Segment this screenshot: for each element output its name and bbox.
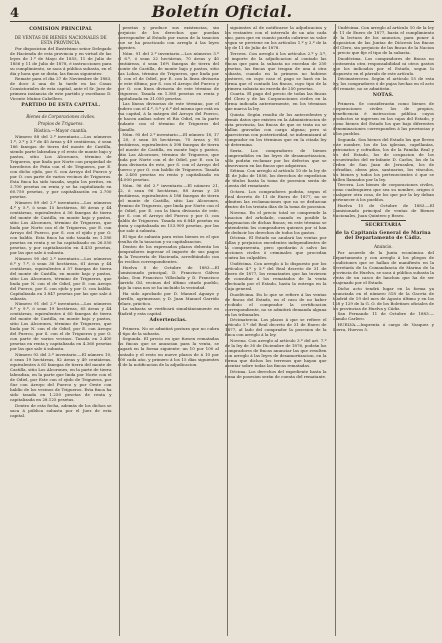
paragraph: Décima. El Estado no anulará las ventas por fallas y perjuicios excedentes independientes de la compraventa, pero quedarán á salvo las acciones civiles ó criminales que procedan contra los culpables. (225, 235, 327, 261)
paragraph: El tipo de subasta para estos bienes es el que resulta de la tasacion y su capitalizacion. (117, 233, 219, 244)
paragraph: Por disposicion del Ilustrísimo señor Delegado de Hacienda de esta provincia y en virtud de las leyes de 1.º de Mayo de 1855, 11 de Julio de 1856 y 11 de Julio de 1878, é instrucciones para su cumplimiento, se saca á pública subasta, en el dia y hora que se dirán, las fincas siguientes: (10, 45, 112, 76)
paragraph: Undécima. Con arreglo á lo dispuesto por los artículos 4.º y 5.º del Real decreto de 31 de Enero de 1877, los rematantes que las tuviesen de consultar á los rematados de la venta efectuada por el Estado, hasta la entrega en la Caja general. (225, 261, 327, 292)
paragraph: Primera. No se admitirá postura que no cubra el tipo de la subasta. (117, 325, 219, 336)
paragraph: Huelva 15 de Octubre de 1883.—El Comisionado principal de ventas de Bienes Nacionales, Juan Quintero y Bravo. (332, 203, 434, 219)
paragraph: Primera. Se considerarán como bienes de corporaciones civiles los de propios, beneficencia é instruccion pública cuyos productos se ingresen en las cajas del Estado, y como bienes del Estado los que bajo diferentes denominaciones corresponden á las provincias y á los pueblos. (332, 100, 434, 137)
column-divider (335, 24, 336, 636)
paper-title: Boletín Oficial. (151, 2, 293, 21)
paragraph: Décimatercia. Los plazos á que se refiere el artículo 1.º del Real decreto de 31 de Enero de 1877, al lado del comprador la posesion de la finca con arreglo á la ley. (225, 317, 327, 338)
section-heading: Advertencias. (149, 318, 187, 324)
paragraph: Número 92 del 2.º inventario.—El número 10, ó sean 19 hectáreas, 82 áreas y 49 centiáreas, equivalentes á 61 fanegas de tierra del monte de Castilla, sitio Los Alcorones, en la parte de tierra labradiza, en la parte que linda por Norte con el de Odiel, por Este con el ejido de Trigueros, por Sur con Arroyo del Puerco y por Oeste con baldío de los vecinos de Trigueros. Esta finca ha sido tasada en 1.250 pesetas de renta y capitalizada en 28.125 pesetas. (10, 352, 112, 403)
column-divider (119, 24, 120, 636)
paragraph: Tercera. Los bienes de corporaciones civiles, como cualesquiera que sea su nombre, origen ó cualquier otra cosa, de los que por la ley deban pertenecer á los pueblos. (332, 182, 434, 203)
section-heading: de la Capitanía General de Marina del Departamento de Cádiz. (335, 230, 431, 242)
paragraph: Dicho acto tendrá lugar en la forma ya anunciada en el número 518 de la Gaceta de Madrid de 19 del mes de Agosto último y en los 128 y 129 de la G. O. de los Boletines oficiales de las provincias de Huelva y Cádiz. (332, 285, 434, 311)
paragraph: Dentro de los expresados plazos deberán los compradores ingresar el importe de sus pagos en la Tesorería de Hacienda, acreditándolo con los recibos correspondientes. (117, 244, 219, 265)
paragraph: Dentro de esta fecha, además de los dichos se saca á pública subasta por el Juez de esta capital. (10, 402, 112, 418)
paragraph: Sexta. Los compradores de bienes comprendidos en las leyes de desamortizacion, sólo podrán reclamar por los defectos que se observasen en las fincas que adquieran. (225, 147, 327, 168)
paragraph: Remate para el dia 27 de Noviembre de 1883, de doce á una de la tarde en las Casas Consistoriales de esta capital, ante el Sr. Juez de primera instancia de este partido y escribano D. Vicente Muñoz Cabellero. (10, 76, 112, 102)
column-divider (227, 24, 228, 636)
paragraph: Las líneas divisorias de este término, por el lindero con el 4.º, 5.º y 6.º del mismo que está en esa capital, á la márgen del Arroyo del Puerco, se hacen ambas sobre el Rio Odiel, en la parte lindante con el término de Trigueros del Alamillo. (117, 101, 219, 132)
paragraph: Octava. Los compradores podrán, segun el Real decreto de 11 de Enero de 1877, no se admiten las reclamaciones que no se deduzcan dentro de los treinta días de la toma de posesion. (225, 189, 327, 210)
paragraph: Cuarta. El pago del precio de todas las fincas del Clero y de las Corporaciones civiles en la forma indicada anteriormente, en los términos que marca la ley. (225, 91, 327, 112)
paragraph: Duodécima. En lo que se refiere á las ventas de fincas del Estado, en el caso de no haber recibido el comprador la certificacion correspondiente, no se admitirá demanda alguna en los tribunales. (225, 291, 327, 317)
paragraph: Segunda. El precio en que fuesen rematadas las fincas que se anuncian para la venta, se pagará en la forma siguiente: un 10 por 100 al contado y el resto en nueve plazos de á 10 por 100 cada año, y primero á los 15 días siguientes al de la notificacion de la adjudicacion. (117, 336, 219, 367)
section-rule (361, 220, 407, 221)
paragraph: HUELVA.—Imprenta á cargo de Vasquez y Sierra, Huevos 5. (332, 321, 434, 332)
paragraph: Décimatercera. Según el artículo 15 de esta ley, los compradores ó de pujas hechas en el acto del remate, no se admitirán. (332, 76, 434, 92)
section-heading: Bienes de Corporaciones civiles. (26, 113, 96, 119)
column-4 (333, 25, 435, 643)
paragraph: Tercera. Con arreglo á los artículos 2.º y 3.º, el importe de la adjudicacion al contado las fincas que para la subasta no excedan de 250 pesetas, las fincas que tengan de una á otra subasta, cuando en la primera no hubiese postores, en cuyo caso el pago se hará en la forma que el contado las fincas, cuyo tipo de la primera subasta no exceda de 250 pesetas. (225, 50, 327, 91)
page-number: 4 (10, 6, 20, 21)
paragraph: siguientes al de notificarse la adjudicacion y los restantes con el intervalo de un año cada uno, para que en cuanto pueda cubrirse su valor segun se previene en los artículos 1.º y 2.º de la ley de 11 de Julio de 1878. (225, 25, 327, 51)
section-heading: Propios de Trigueros. (37, 121, 84, 126)
section-rule (38, 111, 84, 112)
paragraph: Quinta. Según resulta de los antecedentes y demás datos que existen en la Administracion de esta provincia, las fincas de que se trata no se hallan gravadas con carga alguna; pero si aparecieran con posterioridad, se indemnizará al comprador en los términos que en la citada ley se determina. (225, 112, 327, 148)
paragraph: Huelva 8 de Octubre de 1883.—El Comisionado principal, D. Francisco Gálvez Salas, Don Francisco Villoslada y D. Francisco Garrido Gil, vecinos del último citado pueblo, bajo la casa nos se ha incluido la vecindad. (117, 264, 219, 290)
paragraph: Ha sido aprobado por D. Manuel Aguayo y Carrillo, agrimensor, y D. Juan Manuel Garrido Pelaez, práctico. (117, 290, 219, 306)
paragraph: Núm. 91 del 2.º inventario.—Los números 3.º al 6.º, ó sean 22 hectáreas, 70 áreas y 40 centiáreas, ó sean 16½ fanegas de tierra del monte de Castilla, de monte bajo y pastos, sitio Las Lobas, término de Trigueros, que linda por N. con el de Odiel, por E. con la línea divisoria de este último, por S. con el Arroyo del Puerco y por O. con línea divisoria de este término de Trigueros. Tasada en 1.380 pesetas en renta y capitalizada en 31.050 pesetas. (117, 50, 219, 101)
section-heading: Rústica.—Mayor cuantía. (34, 128, 88, 134)
paragraph: pesetas y produce sus existencias, sin perjuicio de los derechos que puedan corresponder al Estado por razon de la tasacion que se ha practicado con arreglo á las leyes vigentes. (117, 25, 219, 51)
paragraph: Núm. 96 del 2.º inventario.—El número 21, 22, ó sean 96 hectáreas, 88 áreas y 28 centiáreas, equivalentes á 186 fanegas de tierra del monte de Castilla, sitio Las Alcorones, término de Trigueros, que linda por Norte con el de Odiel, por E. con la línea divisoria de este, por S. con el Arroyo del Puerco y por O. con baldío de Trigueros. Tasada en 6.840 pesetas en renta y capitalizada en 153.900 pesetas, por las que sale á subasta. (117, 182, 219, 233)
section-heading: Anuncio. (373, 243, 393, 249)
paragraph: Número 90 del 2.º inventario.—Los números 6.º y 7.º, ó sean 36 hectáreas, 61 áreas y 44 centiáreas, equivalentes á 57 fanegas de tierra del monte de Castilla, en monte bajo y pastos, sitio Los Alcorones, término de Trigueros, que linda por N. con el de Odiel, por E. con Arroyo del Puerco, por S. con ejido y por O. con baldío. Capitalizada en 3.847 pesetas por las que sale á subasta. (10, 255, 112, 301)
paragraph: Décima. Los derechos del expediente hasta la toma de posesion serán de cuenta del rematante. (225, 368, 327, 379)
column-1 (10, 25, 112, 643)
paragraph: Núm. 95 del 2.º inventario.—El número 18, 17 y 20, ó sean 58 hectáreas, 70 áreas y 95 centiáreas, equivalentes á 398 fanegas de tierra del monte de Castilla, en monte bajo y pastos, sitio Las Alcorones, término de Trigueros, que linda por Norte con el de Odiel, por E. con la línea divisoria de este, por S. con el Arroyo del Puerco y por O. con baldío de Trigueros. Tasada en 2.400 pesetas en renta y capitalizada en 54.000 pesetas. (117, 132, 219, 183)
section-heading: SECRETARIA (365, 223, 402, 229)
column-3 (225, 25, 327, 643)
paragraph: Novena. Con arreglo al artículo 3.º del art. 7.º de la ley de 30 de Diciembre de 1876, podrán los compradores de fincas anunciar las que resulten con arreglo á las leyes de desamortizacion, en la forma que dichos los terrenos que hayan que asentar sobre todas las fincas rematadas. (225, 338, 327, 369)
paragraph: Número 91 del 2.º inventario.—Los números 8.º y 9.º, ó sean 19 hectáreas, 65 áreas y 44 centiáreas, equivalentes á 60 fanegas de tierra del monte de Castilla, en monte bajo y pastos, sitio Los Alcorones, término de Trigueros, que linda por N. con el de Odiel, por E. con Arroyo del Puerco, por S. con el de Trigueros y por O. con parte de varios vecinos. Tasada en 2.400 pesetas en renta y capitalizada en 4.360 pesetas por las que sale á subasta. (10, 301, 112, 352)
paragraph: Número 89 del 2.º inventario.—Los números 4.º y 5.º, ó sean 15 hectáreas, 80 áreas y 44 centiáreas, equivalentes á 56 fanegas de tierra del monte de Castilla, en monte bajo y pastos, sitio Los Alcorones, término de Trigueros, que linda por Norte con el de Trigueros, por E. con Arroyo del Puerco, por S. con el ejido y por O. con baldío. Esta finca ha sido tasada en 1.180 pesetas en renta y se ha capitalizado en 26.550 pesetas, y por capitalización en 4.433 pesetas, por las que sale á subasta. (10, 199, 112, 255)
text-columns (10, 25, 434, 643)
section-heading: PARTIDO DE ESTA CAPITAL. (21, 103, 101, 109)
paragraph: San Fernando 11 de Octubre de 1883.—Camilo Carlero. (332, 311, 434, 322)
section-heading: DE VENTAS DE BIENES NACIONALES DE ESTA PROVINCIA. (14, 34, 107, 45)
paragraph: Novena. En el precio total se comprende la tasacion del arbolado, cuando es posible la enajenacion de dichas fincas; en este término se entenderán los compradores quienes por sí han de deducir los derechos de todos los gastos. (225, 209, 327, 235)
masthead (10, 2, 434, 22)
paragraph: Duodécima. Los compradores de fincas no contraerán otra responsabilidad ni otros gastos que los indicados por el Estado, segun lo dispuesto en el párrafo de este artículo. (332, 55, 434, 76)
section-heading: COMISION PRINCIPAL (29, 27, 93, 32)
paragraph: Por acuerdo de la Junta económica del Departamento y con arreglo á los pliegos de condiciones que se hallan de manifiesto en la Secretaría de la Comandancia de Marina de la provincia de Huelva, se saca á pública subasta la venta de un casco de lanchon que ha de ser enajenado por el Estado. (332, 249, 434, 286)
paragraph: Undécima. Con arreglo al artículo 10 de la ley de 11 de Enero de 1877, basta el cumplimiento de la lectura de los anuncios, para poner á disposicion de las Juntas de Diócesis las fincas del Clero, sin perjuicio de las fincas de la Nacion al precio que fije el tipo de la subasta. (332, 25, 434, 56)
paragraph: Sétima. Con arreglo al artículo 10 de la ley de 11 de Julio de 1856, los derechos de expedicion de títulos hasta la toma de posesion serán de cuenta del rematante. (225, 168, 327, 189)
paragraph: La subasta se verificará simultáneamente en Madrid y esta capital. (117, 306, 219, 317)
paragraph: Segunda. Son bienes del Estado los que lleven este nombre, los de las iglesias, capellanías, patronatos y cofradías, los de la Familia Real y los del Estado, los de ocupacion de los secuestrados del ex-Infante D. Carlos, los de la Orden de San Juan de Jerusalen, los de cofradías, obras pías, santuarios, los vínculos, los bienes y todos los pertenecientes ó que se hallen llamados por la ley. (332, 136, 434, 182)
section-heading: NOTAS. (372, 93, 394, 99)
column-2 (118, 25, 220, 643)
paragraph: Número 88 del 2.º inventario.—Los números 1.º, 2.º y 3.º de 45 áreas y 49 centiáreas, ó sean 166 fanegas de tierra del monte de Castilla, siendo parte labradiza y el resto de monte bajo y pastos, sitio Los Alcorones, término de Trigueros, que linda por Norte con propiedad de herederos de Peña con el de Trigueros, por E. con dicho ejido, por S. con Arroyo del Puerco y por O. con parte de varios vecinos de Trigueros. Esta finca ha sido tasada, según los peritos, en 2.700 pesetas en renta y se ha capitalizado en 60.750 pesetas, y por capitalización en 2.700 pesetas. (10, 134, 112, 200)
